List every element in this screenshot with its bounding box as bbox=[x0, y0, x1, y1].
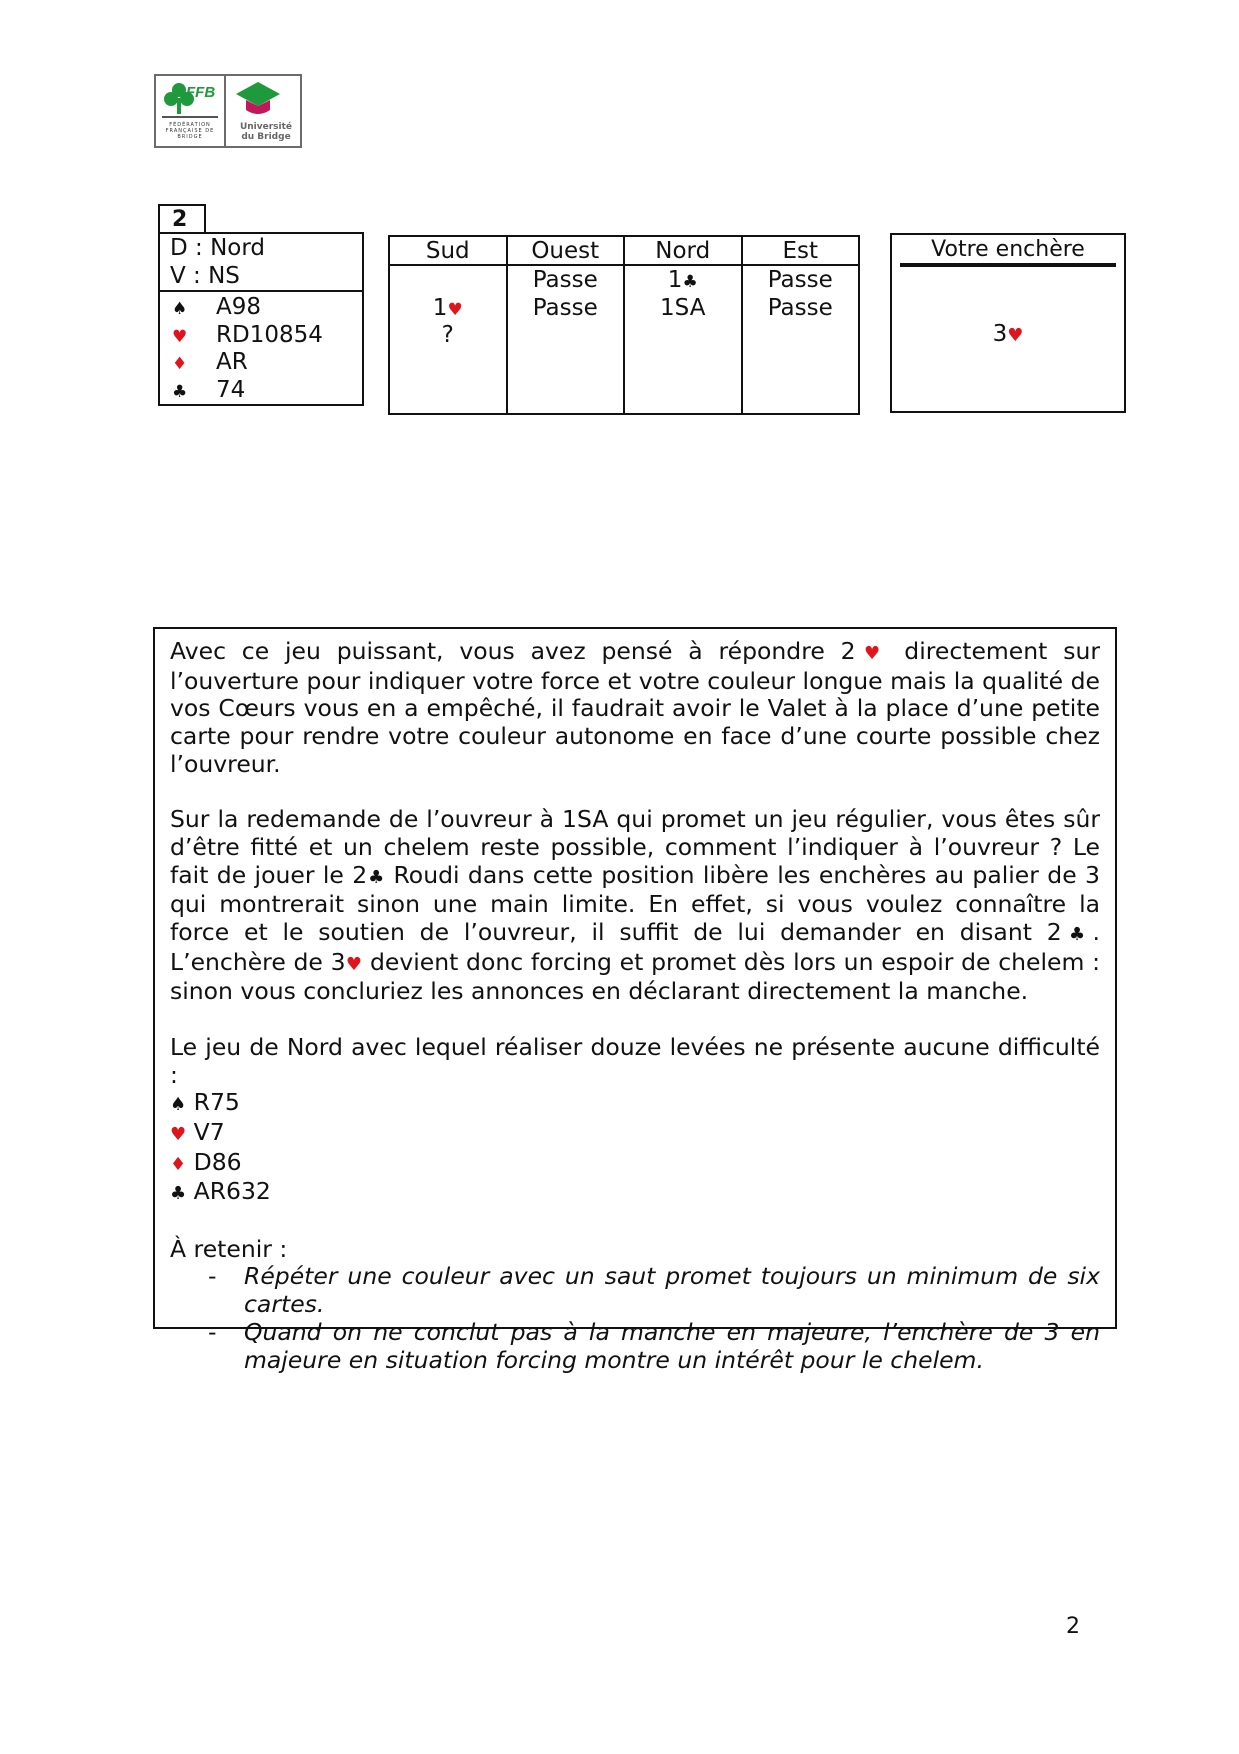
page-number: 2 bbox=[1066, 1614, 1080, 1639]
spade-cards: A98 bbox=[216, 294, 262, 320]
diamond-icon: ♦ bbox=[170, 1153, 187, 1175]
south-hand bbox=[160, 292, 362, 403]
bidding-header-nord: Nord bbox=[625, 237, 741, 266]
club-cards: 74 bbox=[216, 376, 246, 403]
bid-cell bbox=[625, 266, 741, 294]
ffb-logo-panel bbox=[156, 76, 226, 146]
club-icon: ♣ bbox=[172, 381, 188, 402]
heart-icon: ♥ bbox=[172, 326, 188, 347]
club-icon: ♣ bbox=[1061, 924, 1093, 946]
bidding-column-ouest bbox=[508, 237, 626, 413]
hand-row-diamonds bbox=[160, 348, 362, 376]
north-hand-spades: ♠ R75 bbox=[170, 1088, 240, 1117]
bidding-header-est: Est bbox=[743, 237, 859, 266]
ffb-wordmark: FFB bbox=[186, 84, 216, 101]
logo-divider bbox=[162, 116, 218, 118]
bid-cell-current: ? bbox=[441, 322, 454, 348]
club-icon: ♣ bbox=[367, 866, 386, 888]
bidding-header-sud: Sud bbox=[390, 237, 506, 266]
diamond-cards: AR bbox=[216, 349, 248, 375]
bid-cell bbox=[390, 266, 506, 294]
retain-item: - Quand on ne conclut pas à la manche en majeure, l’enchère de 3 en majeure en situation forcing montre un intérêt pour le chelem. bbox=[208, 1317, 1100, 1374]
bid-cell: 1SA bbox=[660, 294, 706, 321]
commentary-paragraph-3: Le jeu de Nord avec lequel réaliser douze levées ne présente aucune difficulté : bbox=[170, 1032, 1100, 1089]
retain-list bbox=[170, 1263, 1100, 1374]
north-hand-hearts: ♥ V7 bbox=[170, 1117, 225, 1146]
bid-cell: Passe bbox=[532, 294, 598, 321]
heart-icon: ♥ bbox=[345, 953, 363, 975]
hand-row-hearts bbox=[160, 321, 362, 349]
club-icon: ♣ bbox=[682, 272, 698, 292]
university-wordmark: Université du Bridge bbox=[239, 122, 293, 142]
answer-header: Votre enchère bbox=[900, 235, 1116, 267]
ffb-logo bbox=[154, 74, 302, 148]
answer-level: 3 bbox=[992, 321, 1008, 347]
bidding-column-sud bbox=[390, 237, 508, 413]
bidding-column-nord bbox=[625, 237, 743, 413]
deal-number: 2 bbox=[158, 204, 206, 234]
north-hand-clubs: ♣ AR632 bbox=[170, 1177, 271, 1206]
answer-box bbox=[890, 233, 1126, 413]
north-hand bbox=[170, 1089, 1100, 1208]
club-icon: ♣ bbox=[170, 1183, 187, 1205]
bid-cell: Passe bbox=[767, 267, 833, 293]
bid-cell bbox=[390, 294, 506, 322]
bidding-column-est bbox=[743, 237, 859, 413]
commentary-box bbox=[153, 627, 1117, 1374]
ffb-subtitle: FÉDÉRATION FRANÇAISE DE BRIDGE bbox=[165, 122, 215, 140]
heart-icon: ♥ bbox=[855, 643, 889, 664]
spade-icon: ♠ bbox=[170, 1094, 187, 1116]
retain-item: - Répéter une couleur avec un saut promet toujours un minimum de six cartes. bbox=[208, 1262, 1100, 1319]
dealer-vulnerability bbox=[160, 234, 362, 292]
spade-icon: ♠ bbox=[172, 299, 188, 319]
university-logo-panel bbox=[226, 76, 302, 146]
mortarboard-icon bbox=[234, 80, 282, 120]
bid-cell: Passe bbox=[532, 267, 598, 293]
heart-cards: RD10854 bbox=[216, 321, 323, 348]
heart-icon: ♥ bbox=[170, 1123, 187, 1145]
bid-level: 1 bbox=[667, 267, 683, 293]
dealer-label: D : Nord bbox=[170, 235, 266, 261]
commentary-paragraph-1: Avec ce jeu puissant, vous avez pensé à répondre 2♥ directement sur l’ouverture pour indiquer votre force et votre couleur longue mais la qualité de vos Cœurs vous en a empêché, il faudrait avoir le Valet à la place d’une petite carte pour rendre votre couleur autonome en face d’une courte possible chez l’ouvreur. bbox=[170, 637, 1100, 778]
diamond-icon: ♦ bbox=[172, 354, 188, 374]
answer-value bbox=[892, 321, 1124, 347]
bidding-header-ouest: Ouest bbox=[508, 237, 624, 266]
commentary-paragraph-2: Sur la redemande de l’ouvreur à 1SA qui promet un jeu régulier, vous êtes sûr d’être fitté et un chelem reste possible, comment l’indiquer à l’ouvreur ? Le fait de jouer le 2♣ Roudi dans cette position libère les enchères au palier de 3 qui montrerait sinon une main limite. En effet, si vous voulez connaître la force et le soutien de l’ouvreur, il suffit de lui demander en disant 2♣. L’enchère de 3♥ devient donc forcing et promet dès lors un espoir de chelem : sinon vous concluriez les annonces en déclarant directement la manche. bbox=[170, 805, 1101, 1006]
hand-row-spades bbox=[160, 293, 362, 321]
bidding-table bbox=[388, 235, 860, 415]
deal-card bbox=[158, 232, 364, 406]
bid-level: 1 bbox=[432, 294, 448, 321]
bid-cell: Passe bbox=[767, 294, 833, 321]
hand-row-clubs bbox=[160, 376, 362, 404]
heart-icon: ♥ bbox=[447, 299, 463, 320]
vulnerability-label: V : NS bbox=[170, 262, 240, 289]
heart-icon: ♥ bbox=[1007, 325, 1024, 346]
north-hand-diamonds: ♦ D86 bbox=[170, 1147, 242, 1176]
retain-title: À retenir : bbox=[170, 1234, 288, 1263]
